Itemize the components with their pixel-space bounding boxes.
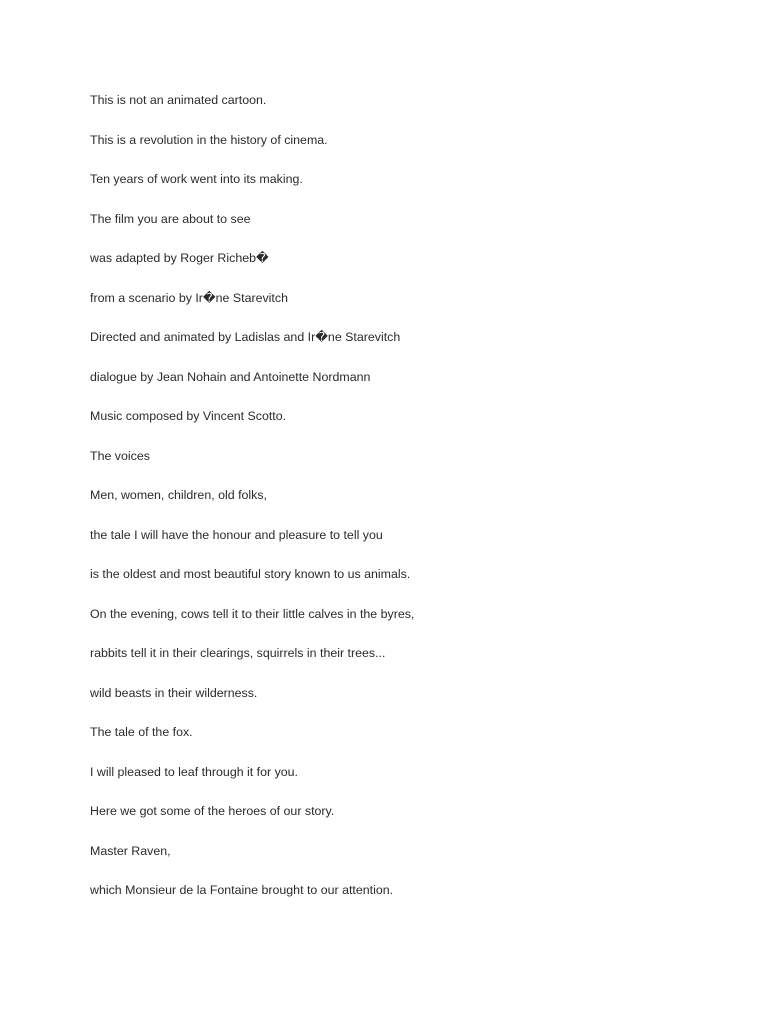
transcript-line: Ten years of work went into its making. <box>90 172 303 186</box>
transcript-line: On the evening, cows tell it to their little calves in the byres, <box>90 606 415 621</box>
transcript-line: Music composed by Vincent Scotto. <box>90 409 287 423</box>
transcript-lines <box>90 92 414 922</box>
transcript-line: The film you are about to see <box>90 211 251 226</box>
transcript-line: is the oldest and most beautiful story known to us animals. <box>90 567 411 581</box>
transcript-line: rabbits tell it in their clearings, squirrels in their trees... <box>90 646 386 660</box>
transcript-line: The voices <box>90 448 150 463</box>
transcript-line: Men, women, children, old folks, <box>90 488 267 502</box>
transcript-line: which Monsieur de la Fontaine brought to our attention. <box>90 883 394 897</box>
transcript-line: the tale I will have the honour and pleasure to tell you <box>90 527 383 542</box>
transcript-line: Directed and animated by Ladislas and Ir�ne Starevitch <box>90 330 401 344</box>
transcript-line: wild beasts in their wilderness. <box>90 685 258 700</box>
transcript-line: This is not an animated cartoon. <box>90 93 267 107</box>
transcript-line: I will pleased to leaf through it for you. <box>90 764 299 779</box>
transcript-line: This is a revolution in the history of cinema. <box>90 132 328 147</box>
transcript-line: was adapted by Roger Richeb� <box>90 251 269 265</box>
transcript-line: The tale of the fox. <box>90 725 193 739</box>
transcript-line: Master Raven, <box>90 843 171 858</box>
transcript-line: Here we got some of the heroes of our story. <box>90 804 335 818</box>
transcript-line: dialogue by Jean Nohain and Antoinette Nordmann <box>90 369 371 384</box>
transcript-line: from a scenario by Ir�ne Starevitch <box>90 290 288 305</box>
